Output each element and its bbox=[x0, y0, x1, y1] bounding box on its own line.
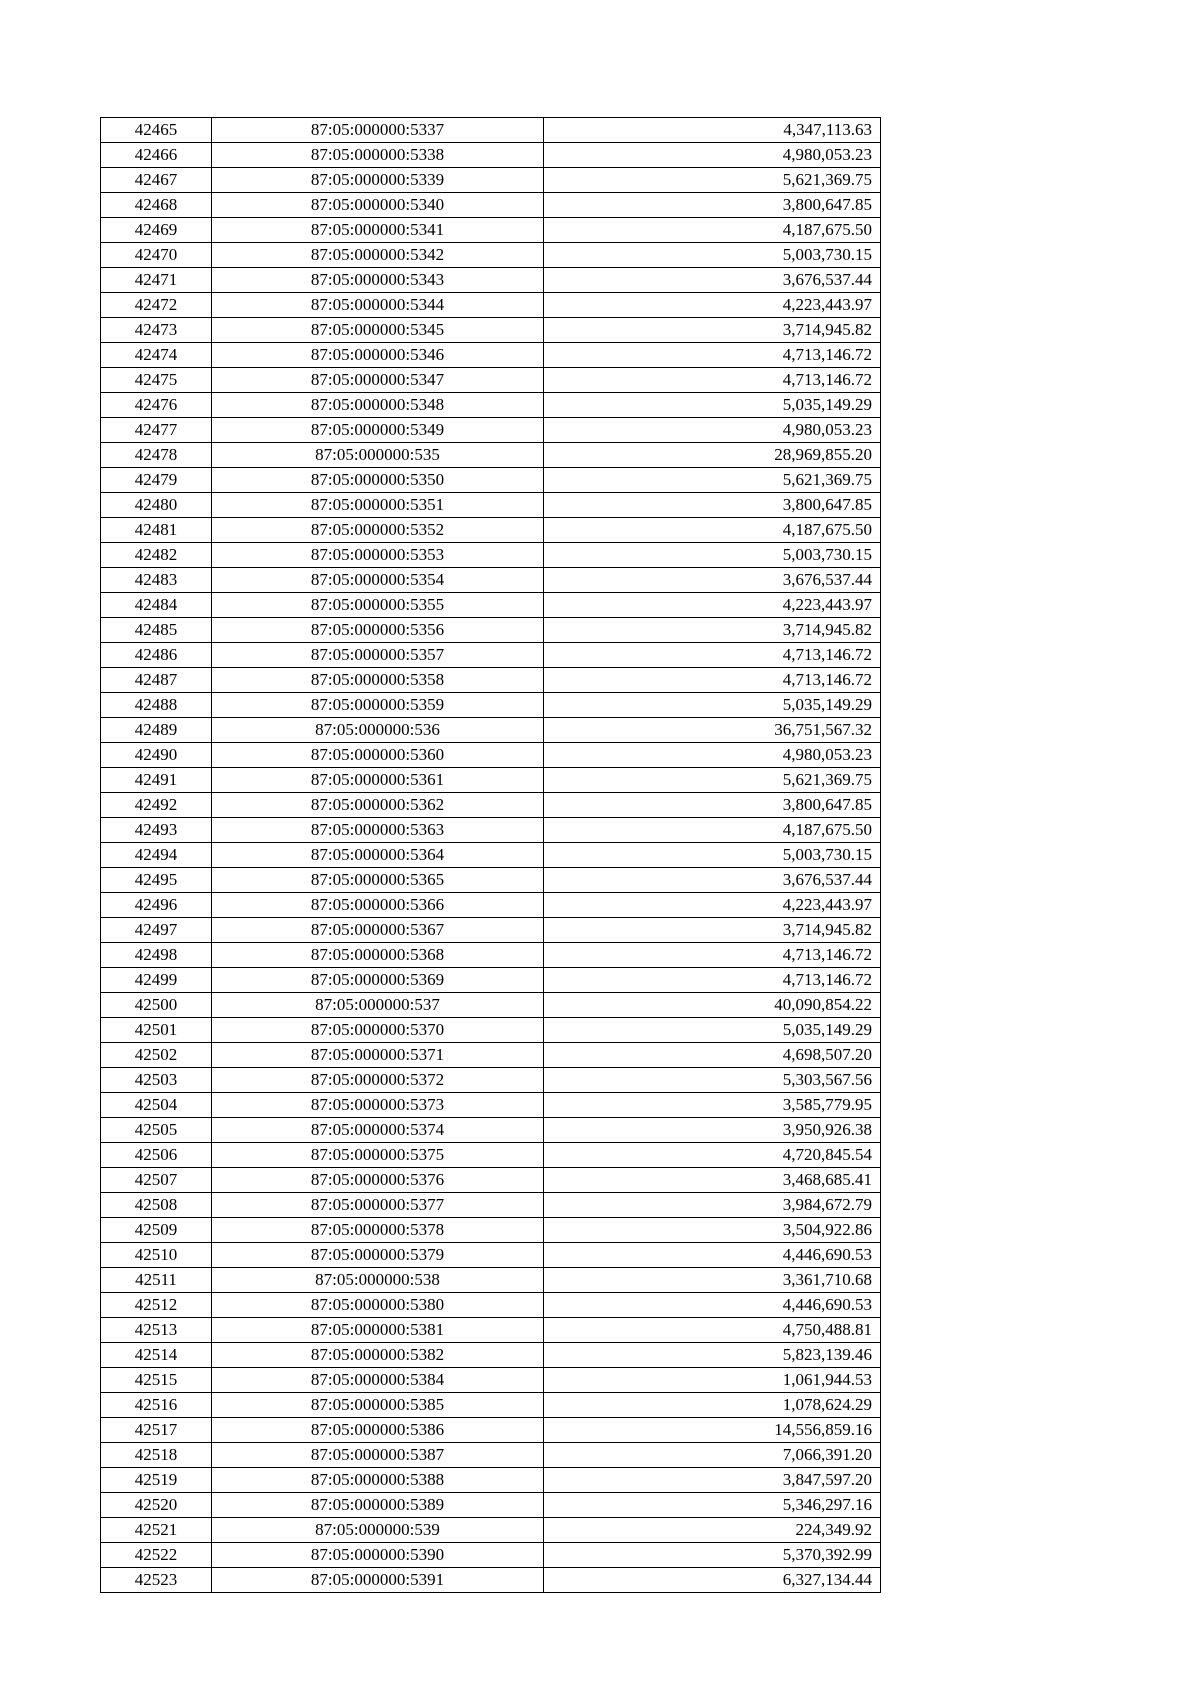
table-row bbox=[101, 143, 881, 168]
cadastral-number-cell: 87:05:000000:5343 bbox=[212, 268, 544, 293]
value-cell: 5,003,730.15 bbox=[544, 243, 881, 268]
cadastral-number-cell: 87:05:000000:5384 bbox=[212, 1368, 544, 1393]
cadastral-number-cell: 87:05:000000:536 bbox=[212, 718, 544, 743]
table-row bbox=[101, 493, 881, 518]
cadastral-number-cell: 87:05:000000:5345 bbox=[212, 318, 544, 343]
value-cell: 3,676,537.44 bbox=[544, 868, 881, 893]
cadastral-number-cell: 87:05:000000:538 bbox=[212, 1268, 544, 1293]
table-row bbox=[101, 1218, 881, 1243]
value-cell: 4,713,146.72 bbox=[544, 668, 881, 693]
cadastral-number-cell: 87:05:000000:5378 bbox=[212, 1218, 544, 1243]
cadastral-number-cell: 87:05:000000:5353 bbox=[212, 543, 544, 568]
row-number-cell: 42480 bbox=[101, 493, 212, 518]
value-cell: 4,713,146.72 bbox=[544, 643, 881, 668]
value-cell: 4,446,690.53 bbox=[544, 1243, 881, 1268]
row-number-cell: 42494 bbox=[101, 843, 212, 868]
row-number-cell: 42474 bbox=[101, 343, 212, 368]
value-cell: 4,980,053.23 bbox=[544, 143, 881, 168]
table-row bbox=[101, 1393, 881, 1418]
row-number-cell: 42472 bbox=[101, 293, 212, 318]
cadastral-number-cell: 87:05:000000:5360 bbox=[212, 743, 544, 768]
cadastral-number-cell: 87:05:000000:5370 bbox=[212, 1018, 544, 1043]
value-cell: 7,066,391.20 bbox=[544, 1443, 881, 1468]
table-row bbox=[101, 718, 881, 743]
value-cell: 6,327,134.44 bbox=[544, 1568, 881, 1593]
cadastral-number-cell: 87:05:000000:5379 bbox=[212, 1243, 544, 1268]
row-number-cell: 42507 bbox=[101, 1168, 212, 1193]
row-number-cell: 42465 bbox=[101, 118, 212, 143]
value-cell: 5,621,369.75 bbox=[544, 468, 881, 493]
table-row bbox=[101, 818, 881, 843]
value-cell: 3,676,537.44 bbox=[544, 268, 881, 293]
row-number-cell: 42466 bbox=[101, 143, 212, 168]
cadastral-number-cell: 87:05:000000:5364 bbox=[212, 843, 544, 868]
row-number-cell: 42485 bbox=[101, 618, 212, 643]
value-cell: 4,347,113.63 bbox=[544, 118, 881, 143]
table-row bbox=[101, 1343, 881, 1368]
row-number-cell: 42493 bbox=[101, 818, 212, 843]
table-row bbox=[101, 318, 881, 343]
row-number-cell: 42515 bbox=[101, 1368, 212, 1393]
value-cell: 5,621,369.75 bbox=[544, 168, 881, 193]
cadastral-number-cell: 87:05:000000:5388 bbox=[212, 1468, 544, 1493]
cadastral-number-cell: 87:05:000000:537 bbox=[212, 993, 544, 1018]
cadastral-number-cell: 87:05:000000:5368 bbox=[212, 943, 544, 968]
value-cell: 4,713,146.72 bbox=[544, 943, 881, 968]
table-row bbox=[101, 768, 881, 793]
table-row bbox=[101, 468, 881, 493]
value-cell: 4,223,443.97 bbox=[544, 293, 881, 318]
table-row bbox=[101, 693, 881, 718]
table-row bbox=[101, 1468, 881, 1493]
value-cell: 5,823,139.46 bbox=[544, 1343, 881, 1368]
cadastral-number-cell: 87:05:000000:5340 bbox=[212, 193, 544, 218]
value-cell: 3,800,647.85 bbox=[544, 793, 881, 818]
row-number-cell: 42506 bbox=[101, 1143, 212, 1168]
table-row bbox=[101, 1268, 881, 1293]
value-cell: 4,750,488.81 bbox=[544, 1318, 881, 1343]
cadastral-number-cell: 87:05:000000:5348 bbox=[212, 393, 544, 418]
cadastral-number-cell: 87:05:000000:5362 bbox=[212, 793, 544, 818]
cadastral-number-cell: 87:05:000000:5357 bbox=[212, 643, 544, 668]
value-cell: 3,800,647.85 bbox=[544, 193, 881, 218]
cadastral-number-cell: 87:05:000000:5391 bbox=[212, 1568, 544, 1593]
cadastral-number-cell: 87:05:000000:5350 bbox=[212, 468, 544, 493]
row-number-cell: 42501 bbox=[101, 1018, 212, 1043]
value-cell: 3,676,537.44 bbox=[544, 568, 881, 593]
table-row bbox=[101, 868, 881, 893]
value-cell: 3,714,945.82 bbox=[544, 918, 881, 943]
table-row bbox=[101, 243, 881, 268]
cadastral-number-cell: 87:05:000000:5347 bbox=[212, 368, 544, 393]
cadastral-number-cell: 87:05:000000:539 bbox=[212, 1518, 544, 1543]
table-row bbox=[101, 843, 881, 868]
cadastral-number-cell: 87:05:000000:5369 bbox=[212, 968, 544, 993]
row-number-cell: 42497 bbox=[101, 918, 212, 943]
table-row bbox=[101, 918, 881, 943]
table-row bbox=[101, 1193, 881, 1218]
value-cell: 3,984,672.79 bbox=[544, 1193, 881, 1218]
table-row bbox=[101, 1368, 881, 1393]
value-cell: 4,187,675.50 bbox=[544, 818, 881, 843]
table-row bbox=[101, 943, 881, 968]
row-number-cell: 42481 bbox=[101, 518, 212, 543]
table-row bbox=[101, 968, 881, 993]
row-number-cell: 42505 bbox=[101, 1118, 212, 1143]
cadastral-number-cell: 87:05:000000:5344 bbox=[212, 293, 544, 318]
cadastral-value-table bbox=[100, 117, 881, 1593]
row-number-cell: 42500 bbox=[101, 993, 212, 1018]
table-row bbox=[101, 443, 881, 468]
value-cell: 4,223,443.97 bbox=[544, 593, 881, 618]
value-cell: 5,370,392.99 bbox=[544, 1543, 881, 1568]
table-row bbox=[101, 1493, 881, 1518]
value-cell: 4,713,146.72 bbox=[544, 368, 881, 393]
table-row bbox=[101, 1543, 881, 1568]
row-number-cell: 42487 bbox=[101, 668, 212, 693]
value-cell: 224,349.92 bbox=[544, 1518, 881, 1543]
value-cell: 40,090,854.22 bbox=[544, 993, 881, 1018]
row-number-cell: 42503 bbox=[101, 1068, 212, 1093]
row-number-cell: 42516 bbox=[101, 1393, 212, 1418]
cadastral-number-cell: 87:05:000000:5372 bbox=[212, 1068, 544, 1093]
row-number-cell: 42477 bbox=[101, 418, 212, 443]
cadastral-number-cell: 87:05:000000:5380 bbox=[212, 1293, 544, 1318]
value-cell: 4,713,146.72 bbox=[544, 968, 881, 993]
row-number-cell: 42514 bbox=[101, 1343, 212, 1368]
cadastral-number-cell: 87:05:000000:5354 bbox=[212, 568, 544, 593]
cadastral-number-cell: 87:05:000000:5349 bbox=[212, 418, 544, 443]
cadastral-number-cell: 87:05:000000:5377 bbox=[212, 1193, 544, 1218]
value-cell: 3,585,779.95 bbox=[544, 1093, 881, 1118]
table-row bbox=[101, 1118, 881, 1143]
row-number-cell: 42488 bbox=[101, 693, 212, 718]
table-row bbox=[101, 893, 881, 918]
value-cell: 5,035,149.29 bbox=[544, 1018, 881, 1043]
row-number-cell: 42495 bbox=[101, 868, 212, 893]
cadastral-number-cell: 87:05:000000:5382 bbox=[212, 1343, 544, 1368]
table-row bbox=[101, 1143, 881, 1168]
row-number-cell: 42483 bbox=[101, 568, 212, 593]
value-cell: 3,361,710.68 bbox=[544, 1268, 881, 1293]
cadastral-number-cell: 87:05:000000:5361 bbox=[212, 768, 544, 793]
table-row bbox=[101, 1293, 881, 1318]
value-cell: 5,035,149.29 bbox=[544, 393, 881, 418]
value-cell: 28,969,855.20 bbox=[544, 443, 881, 468]
value-cell: 4,446,690.53 bbox=[544, 1293, 881, 1318]
cadastral-number-cell: 87:05:000000:5390 bbox=[212, 1543, 544, 1568]
row-number-cell: 42479 bbox=[101, 468, 212, 493]
table-row bbox=[101, 293, 881, 318]
table-row bbox=[101, 168, 881, 193]
value-cell: 3,468,685.41 bbox=[544, 1168, 881, 1193]
table-row bbox=[101, 1068, 881, 1093]
row-number-cell: 42498 bbox=[101, 943, 212, 968]
cadastral-number-cell: 87:05:000000:5381 bbox=[212, 1318, 544, 1343]
table-row bbox=[101, 793, 881, 818]
row-number-cell: 42517 bbox=[101, 1418, 212, 1443]
cadastral-number-cell: 87:05:000000:5387 bbox=[212, 1443, 544, 1468]
cadastral-number-cell: 87:05:000000:5365 bbox=[212, 868, 544, 893]
cadastral-number-cell: 87:05:000000:5389 bbox=[212, 1493, 544, 1518]
cadastral-number-cell: 87:05:000000:5358 bbox=[212, 668, 544, 693]
cadastral-number-cell: 87:05:000000:5359 bbox=[212, 693, 544, 718]
row-number-cell: 42502 bbox=[101, 1043, 212, 1068]
table-row bbox=[101, 518, 881, 543]
row-number-cell: 42510 bbox=[101, 1243, 212, 1268]
row-number-cell: 42473 bbox=[101, 318, 212, 343]
row-number-cell: 42499 bbox=[101, 968, 212, 993]
table-row bbox=[101, 1568, 881, 1593]
cadastral-number-cell: 87:05:000000:5367 bbox=[212, 918, 544, 943]
row-number-cell: 42519 bbox=[101, 1468, 212, 1493]
value-cell: 3,504,922.86 bbox=[544, 1218, 881, 1243]
table-row bbox=[101, 1043, 881, 1068]
cadastral-number-cell: 87:05:000000:5371 bbox=[212, 1043, 544, 1068]
value-cell: 4,223,443.97 bbox=[544, 893, 881, 918]
table-body bbox=[101, 118, 881, 1593]
row-number-cell: 42489 bbox=[101, 718, 212, 743]
cadastral-number-cell: 87:05:000000:5386 bbox=[212, 1418, 544, 1443]
table-row bbox=[101, 643, 881, 668]
value-cell: 4,720,845.54 bbox=[544, 1143, 881, 1168]
row-number-cell: 42511 bbox=[101, 1268, 212, 1293]
table-row bbox=[101, 368, 881, 393]
cadastral-number-cell: 87:05:000000:5339 bbox=[212, 168, 544, 193]
table-row bbox=[101, 568, 881, 593]
value-cell: 36,751,567.32 bbox=[544, 718, 881, 743]
value-cell: 3,800,647.85 bbox=[544, 493, 881, 518]
cadastral-number-cell: 87:05:000000:5376 bbox=[212, 1168, 544, 1193]
value-cell: 3,847,597.20 bbox=[544, 1468, 881, 1493]
cadastral-number-cell: 87:05:000000:5363 bbox=[212, 818, 544, 843]
row-number-cell: 42518 bbox=[101, 1443, 212, 1468]
row-number-cell: 42523 bbox=[101, 1568, 212, 1593]
value-cell: 5,003,730.15 bbox=[544, 843, 881, 868]
cadastral-number-cell: 87:05:000000:5374 bbox=[212, 1118, 544, 1143]
cadastral-number-cell: 87:05:000000:5351 bbox=[212, 493, 544, 518]
value-cell: 4,187,675.50 bbox=[544, 218, 881, 243]
table-row bbox=[101, 1243, 881, 1268]
value-cell: 5,621,369.75 bbox=[544, 768, 881, 793]
table-row bbox=[101, 993, 881, 1018]
row-number-cell: 42476 bbox=[101, 393, 212, 418]
cadastral-number-cell: 87:05:000000:5356 bbox=[212, 618, 544, 643]
value-cell: 5,035,149.29 bbox=[544, 693, 881, 718]
row-number-cell: 42486 bbox=[101, 643, 212, 668]
row-number-cell: 42490 bbox=[101, 743, 212, 768]
table-row bbox=[101, 1318, 881, 1343]
row-number-cell: 42504 bbox=[101, 1093, 212, 1118]
row-number-cell: 42491 bbox=[101, 768, 212, 793]
cadastral-number-cell: 87:05:000000:5337 bbox=[212, 118, 544, 143]
table-row bbox=[101, 543, 881, 568]
table-row bbox=[101, 1518, 881, 1543]
cadastral-number-cell: 87:05:000000:5375 bbox=[212, 1143, 544, 1168]
value-cell: 3,714,945.82 bbox=[544, 618, 881, 643]
table-row bbox=[101, 118, 881, 143]
row-number-cell: 42509 bbox=[101, 1218, 212, 1243]
table-row bbox=[101, 1418, 881, 1443]
value-cell: 4,187,675.50 bbox=[544, 518, 881, 543]
cadastral-number-cell: 87:05:000000:5342 bbox=[212, 243, 544, 268]
table-row bbox=[101, 1443, 881, 1468]
table-row bbox=[101, 268, 881, 293]
value-cell: 3,950,926.38 bbox=[544, 1118, 881, 1143]
table-row bbox=[101, 1093, 881, 1118]
row-number-cell: 42469 bbox=[101, 218, 212, 243]
row-number-cell: 42521 bbox=[101, 1518, 212, 1543]
value-cell: 5,303,567.56 bbox=[544, 1068, 881, 1093]
row-number-cell: 42484 bbox=[101, 593, 212, 618]
row-number-cell: 42475 bbox=[101, 368, 212, 393]
row-number-cell: 42512 bbox=[101, 1293, 212, 1318]
value-cell: 4,698,507.20 bbox=[544, 1043, 881, 1068]
cadastral-number-cell: 87:05:000000:535 bbox=[212, 443, 544, 468]
cadastral-number-cell: 87:05:000000:5352 bbox=[212, 518, 544, 543]
table-row bbox=[101, 668, 881, 693]
table-row bbox=[101, 393, 881, 418]
row-number-cell: 42471 bbox=[101, 268, 212, 293]
table-row bbox=[101, 1168, 881, 1193]
row-number-cell: 42482 bbox=[101, 543, 212, 568]
cadastral-number-cell: 87:05:000000:5373 bbox=[212, 1093, 544, 1118]
value-cell: 4,713,146.72 bbox=[544, 343, 881, 368]
value-cell: 5,346,297.16 bbox=[544, 1493, 881, 1518]
cadastral-number-cell: 87:05:000000:5341 bbox=[212, 218, 544, 243]
row-number-cell: 42520 bbox=[101, 1493, 212, 1518]
table-row bbox=[101, 218, 881, 243]
value-cell: 1,061,944.53 bbox=[544, 1368, 881, 1393]
row-number-cell: 42470 bbox=[101, 243, 212, 268]
table-row bbox=[101, 743, 881, 768]
cadastral-number-cell: 87:05:000000:5346 bbox=[212, 343, 544, 368]
cadastral-number-cell: 87:05:000000:5366 bbox=[212, 893, 544, 918]
table-row bbox=[101, 1018, 881, 1043]
value-cell: 5,003,730.15 bbox=[544, 543, 881, 568]
table-row bbox=[101, 418, 881, 443]
value-cell: 1,078,624.29 bbox=[544, 1393, 881, 1418]
row-number-cell: 42478 bbox=[101, 443, 212, 468]
table-row bbox=[101, 193, 881, 218]
cadastral-number-cell: 87:05:000000:5338 bbox=[212, 143, 544, 168]
value-cell: 14,556,859.16 bbox=[544, 1418, 881, 1443]
row-number-cell: 42513 bbox=[101, 1318, 212, 1343]
row-number-cell: 42492 bbox=[101, 793, 212, 818]
row-number-cell: 42496 bbox=[101, 893, 212, 918]
value-cell: 4,980,053.23 bbox=[544, 418, 881, 443]
row-number-cell: 42522 bbox=[101, 1543, 212, 1568]
value-cell: 4,980,053.23 bbox=[544, 743, 881, 768]
table-row bbox=[101, 593, 881, 618]
cadastral-number-cell: 87:05:000000:5355 bbox=[212, 593, 544, 618]
row-number-cell: 42468 bbox=[101, 193, 212, 218]
row-number-cell: 42508 bbox=[101, 1193, 212, 1218]
table-row bbox=[101, 618, 881, 643]
row-number-cell: 42467 bbox=[101, 168, 212, 193]
table-row bbox=[101, 343, 881, 368]
value-cell: 3,714,945.82 bbox=[544, 318, 881, 343]
cadastral-number-cell: 87:05:000000:5385 bbox=[212, 1393, 544, 1418]
